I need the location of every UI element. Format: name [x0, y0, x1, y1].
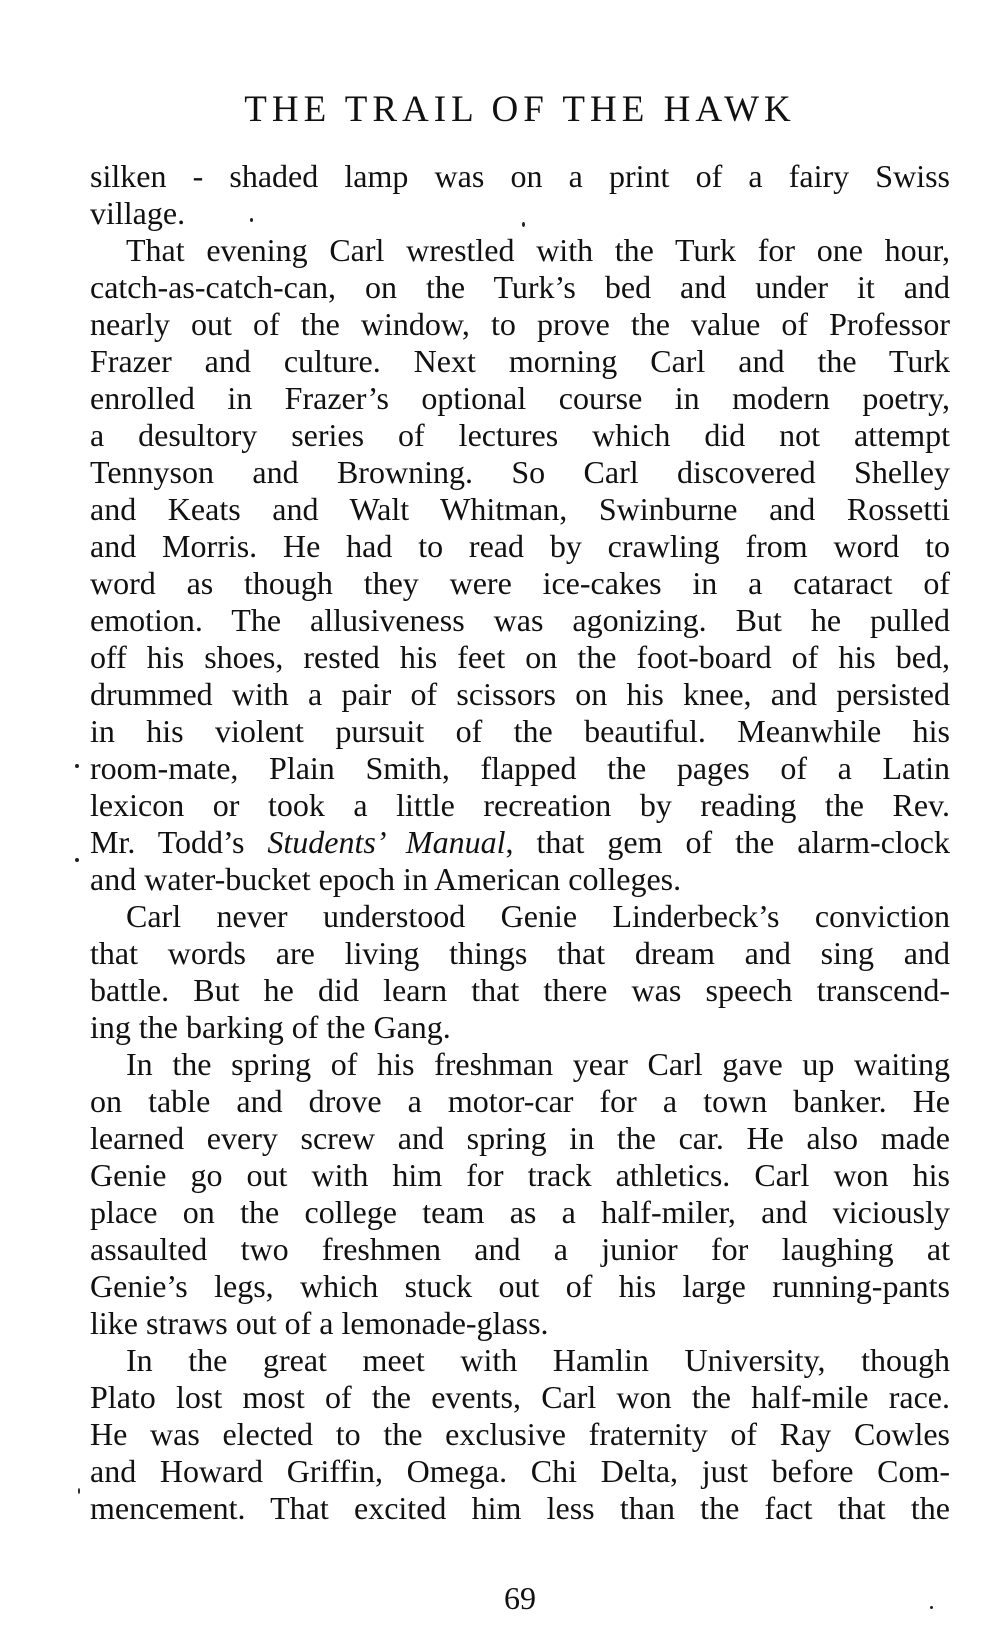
print-speck — [930, 1606, 933, 1609]
text-line: Genie’s legs, which stuck out of his large running-pants — [90, 1268, 950, 1304]
text-line: on table and drove a motor-car for a town banker. He — [90, 1083, 950, 1119]
text-line: catch-as-catch-can, on the Turk’s bed and under it and — [90, 269, 950, 305]
text-line: village. — [90, 195, 186, 231]
print-speck — [250, 218, 253, 222]
text-line: drummed with a pair of scissors on his knee, and persisted — [90, 676, 950, 712]
text-line: lexicon or took a little recreation by reading the Rev. — [90, 787, 950, 823]
text-line: He was elected to the exclusive fraternity of Ray Cowles — [90, 1416, 950, 1452]
text-line: assaulted two freshmen and a junior for laughing at — [90, 1231, 950, 1267]
text-line: like straws out of a lemonade-glass. — [90, 1305, 549, 1341]
text-line: silken - shaded lamp was on a print of a fairy Swiss — [90, 158, 950, 194]
text-line: enrolled in Frazer’s optional course in modern poetry, — [90, 380, 950, 416]
book-title-italic: Students’ Manual — [267, 824, 506, 860]
text-line: and Howard Griffin, Omega. Chi Delta, just before Com- — [90, 1453, 950, 1489]
text-run: , that gem of the alarm-clock — [505, 824, 950, 860]
text-run: Mr. Todd’s — [90, 824, 268, 860]
page-number: 69 — [504, 1580, 536, 1616]
text-line: in his violent pursuit of the beautiful. Meanwhile his — [90, 713, 950, 749]
text-line: Genie go out with him for track athletics. Carl won his — [90, 1157, 950, 1193]
text-line: ing the barking of the Gang. — [90, 1009, 451, 1045]
running-title: THE TRAIL OF THE HAWK — [244, 89, 796, 130]
text-line: a desultory series of lectures which did not attempt — [90, 417, 950, 453]
text-line: that words are living things that dream and sing and — [90, 935, 950, 971]
text-line: and water-bucket epoch in American colleges. — [90, 861, 682, 897]
print-speck — [522, 222, 525, 227]
text-line: room-mate, Plain Smith, flapped the pages of a Latin — [90, 750, 950, 786]
text-line: Tennyson and Browning. So Carl discovered Shelley — [90, 454, 950, 490]
paragraph-first-line: In the spring of his freshman year Carl gave up waiting — [126, 1046, 950, 1082]
text-line: mencement. That excited him less than the fact that the — [90, 1490, 950, 1526]
text-line: word as though they were ice-cakes in a cataract of — [90, 565, 950, 601]
print-speck — [78, 1488, 80, 1494]
text-line-with-title — [90, 824, 950, 861]
body-text — [90, 158, 950, 1527]
text-line: learned every screw and spring in the car. He also made — [90, 1120, 950, 1156]
text-line: and Morris. He had to read by crawling from word to — [90, 528, 950, 564]
paragraph-first-line: Carl never understood Genie Linderbeck’s conviction — [126, 898, 950, 934]
text-line: emotion. The allusiveness was agonizing. But he pulled — [90, 602, 950, 638]
text-line: Frazer and culture. Next morning Carl and the Turk — [90, 343, 950, 379]
text-line: Plato lost most of the events, Carl won the half-mile race. — [90, 1379, 950, 1415]
print-speck — [75, 858, 79, 862]
paragraph-first-line: In the great meet with Hamlin University, though — [126, 1342, 950, 1378]
text-line: and Keats and Walt Whitman, Swinburne and Rossetti — [90, 491, 950, 527]
paragraph-first-line: That evening Carl wrestled with the Turk for one hour, — [126, 232, 950, 268]
text-line: place on the college team as a half-miler, and viciously — [90, 1194, 950, 1230]
text-line: battle. But he did learn that there was speech transcend- — [90, 972, 950, 1008]
text-line: off his shoes, rested his feet on the foot-board of his bed, — [90, 639, 950, 675]
print-speck — [75, 764, 79, 768]
text-line: nearly out of the window, to prove the value of Professor — [90, 306, 950, 342]
